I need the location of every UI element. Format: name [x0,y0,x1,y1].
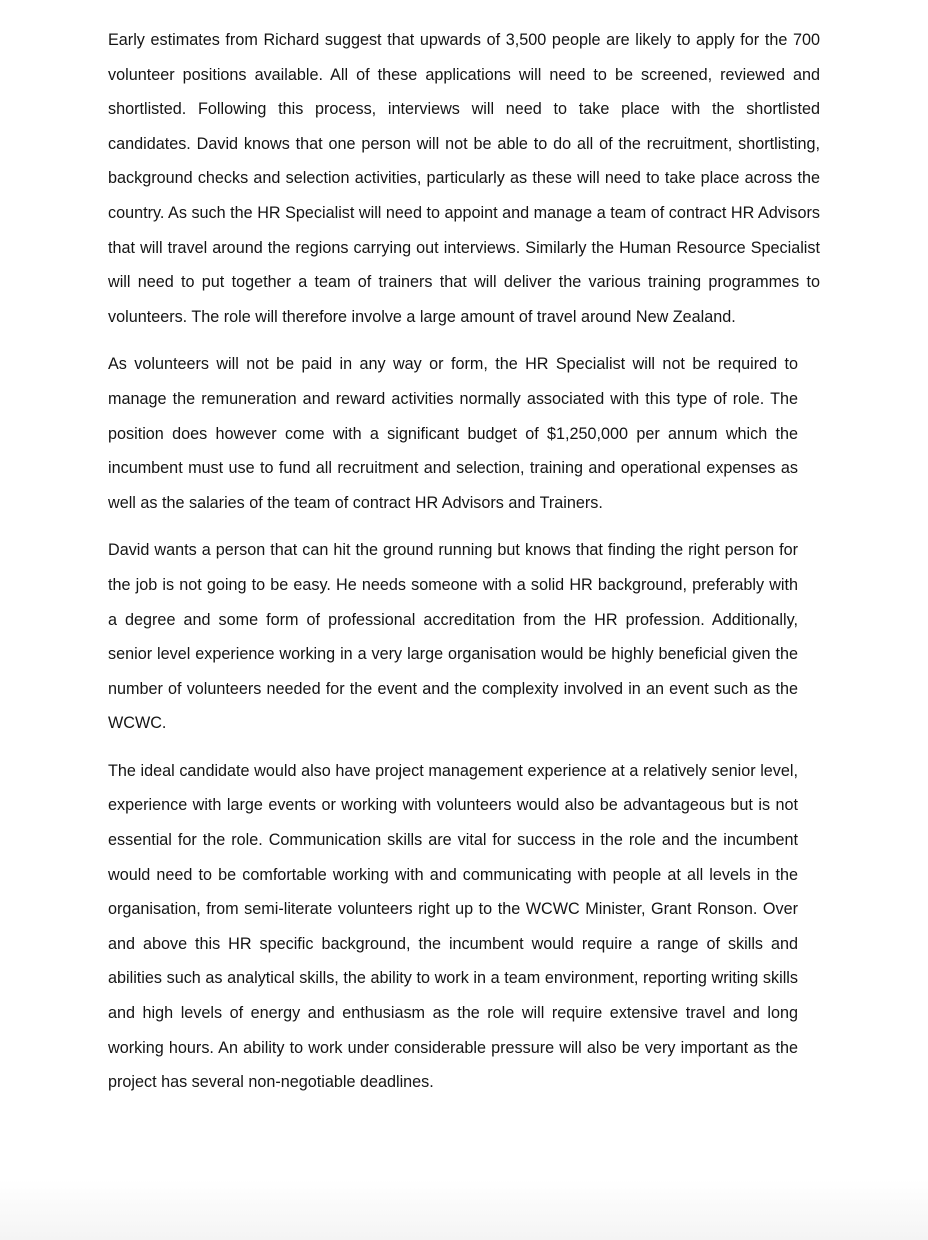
paragraph-candidate-background: David wants a person that can hit the ground running but knows that finding the right person for the job is not going to be easy. He needs someone with a solid HR background, preferably with a degree and some form of professional accreditation from the HR profession. Additionally, senior level experience working in a very large organisation would be highly beneficial given the number of volunteers needed for the event and the complexity involved in an event such as the WCWC. [108,541,798,733]
paragraph-volunteer-recruitment: Early estimates from Richard suggest that upwards of 3,500 people are likely to apply for the 700 volunteer positions available. All of these applications will need to be screened, reviewed and shortlisted. Following this process, interviews will need to take place with the shortlisted candidates. David knows that one person will not be able to do all of the recruitment, shortlisting, background checks and selection activities, particularly as these will need to take place across the country. As such the HR Specialist will need to appoint and manage a team of contract HR Advisors that will travel around the regions carrying out interviews. Similarly the Human Resource Specialist will need to put together a team of trainers that will deliver the various training programmes to volunteers. The role will therefore involve a large amount of travel around New Zealand. [108,31,820,326]
paragraph-skills-requirements: The ideal candidate would also have project management experience at a relatively senior level, experience with large events or working with volunteers would also be advantageous but is not essential for the role. Communication skills are vital for success in the role and the incumbent would need to be comfortable working with and communicating with people at all levels in the organisation, from semi-literate volunteers right up to the WCWC Minister, Grant Ronson. Over and above this HR specific background, the incumbent would require a range of skills and abilities such as analytical skills, the ability to work in a team environment, reporting writing skills and high levels of energy and enthusiasm as the role will require extensive travel and long working hours. An ability to work under considerable pressure will also be very important as the project has several non-negotiable deadlines. [108,761,798,1092]
paragraph-budget: As volunteers will not be paid in any way or form, the HR Specialist will not be required to manage the remuneration and reward activities normally associated with this type of role. The position does however come with a significant budget of $1,250,000 per annum which the incumbent must use to fund all recruitment and selection, training and operational expenses as well as the salaries of the team of contract HR Advisors and Trainers. [108,355,798,512]
document-body [108,23,820,1100]
